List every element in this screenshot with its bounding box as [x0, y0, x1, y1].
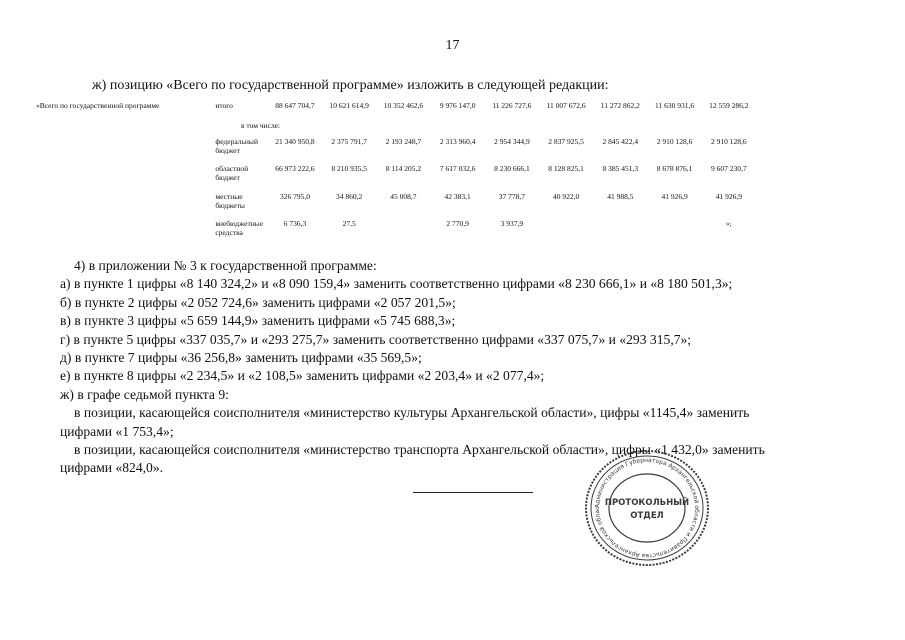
value-cell: 2 375 791,7 [331, 137, 367, 146]
value-cell: 2 910 128,6 [656, 137, 693, 146]
value-cell: 34 860,2 [336, 192, 363, 201]
value-cell: 42 383,1 [444, 192, 471, 201]
stamp-center-line2: ОТДЕЛ [630, 511, 664, 521]
value-cell: 41 926,9 [661, 192, 688, 201]
value-cell: 2 313 960,4 [439, 137, 476, 146]
value-cell: 2 193 248,7 [385, 137, 422, 146]
value-cell: »; [725, 219, 732, 228]
value-cell: 11 630 931,6 [655, 101, 695, 110]
table-row [36, 137, 756, 164]
value-cell: 2 954 344,9 [494, 137, 530, 146]
paragraph-item-g: г) в пункте 5 цифры «337 035,7» и «293 275,7» заменить соответственно цифрами «337 075,7» и «293 315,7»; [60, 331, 692, 347]
table-row [36, 121, 756, 137]
paragraph-transport-ministry: в позиции, касающейся соисполнителя «министерство транспорта Архангельской области», цифры «1 432,0» заменить [74, 442, 765, 458]
value-cell: 66 973 222,6 [275, 164, 315, 173]
value-cell: 8 210 935,5 [331, 164, 367, 173]
value-cell: 9 607 230,7 [711, 164, 747, 173]
stamp-middle-ring [591, 456, 703, 560]
stamp-graphic [582, 447, 712, 569]
paragraph-transport-ministry-cont: цифрами «824,0». [60, 460, 164, 476]
value-cell: 88 647 704,7 [275, 101, 315, 110]
paragraph-item-d: д) в пункте 7 цифры «36 256,8» заменить цифрами «35 569,5»; [60, 350, 422, 366]
program-cell: «Всего по государственной программе [36, 101, 160, 110]
value-cell: 40 922,0 [552, 192, 580, 201]
table-row [36, 192, 756, 219]
value-cell: 8 114 205,2 [385, 164, 422, 173]
stamp-ring-text: Администрация Губернатора Архангельской области и Правительства Архангельской облас [593, 456, 701, 560]
value-cell: 8 678 876,1 [656, 164, 693, 173]
paragraph-item-a: а) в пункте 1 цифры «8 140 324,2» и «8 090 159,4» заменить соответственно цифрами «8 230 666,1» и «8 180 501,3»; [60, 276, 733, 292]
paragraph-culture-ministry: в позиции, касающейся соисполнителя «министерство культуры Архангельской области», цифры «1145,4» заменить [74, 405, 750, 421]
value-cell: 8 385 451,3 [602, 164, 639, 173]
source-cell: федеральный бюджет [215, 137, 258, 155]
value-cell: 10 621 614,9 [329, 101, 369, 110]
source-cell: итого [215, 101, 233, 110]
stamp-center-line1: ПРОТОКОЛЬНЫЙ [604, 498, 690, 508]
paragraph-item-b: б) в пункте 2 цифры «2 052 724,6» заменить цифрами «2 057 201,5»; [60, 294, 456, 310]
value-cell: 8 128 825,1 [548, 164, 584, 173]
value-cell: 2 770,9 [446, 219, 469, 228]
table-row [36, 219, 756, 241]
stamp-inner-ring [609, 474, 685, 542]
value-cell: 37 778,7 [498, 192, 525, 201]
value-cell: 326 795,0 [279, 192, 310, 201]
value-cell: 2 837 925,5 [548, 137, 584, 146]
value-cell: 9 976 147,0 [439, 101, 476, 110]
page-number: 17 [445, 38, 460, 53]
program-table [36, 101, 756, 241]
source-cell: в том числе: [241, 121, 281, 130]
paragraph-item-zh: ж) в графе седьмой пункта 9: [60, 386, 229, 402]
value-cell: 27,5 [342, 219, 356, 228]
paragraph-item-v: в) в пункте 3 цифры «5 659 144,9» заменить цифрами «5 745 688,3»; [60, 313, 456, 329]
paragraph-item-e: е) в пункте 8 цифры «2 234,5» и «2 108,5» заменить цифрами «2 203,4» и «2 077,4»; [60, 368, 545, 384]
value-cell: 11 226 727,6 [492, 101, 532, 110]
value-cell: 41 988,5 [607, 192, 634, 201]
value-cell: 3 937,9 [500, 219, 524, 228]
value-cell: 8 230 666,1 [494, 164, 530, 173]
protocol-department-stamp [582, 447, 712, 569]
value-cell: 6 736,3 [283, 219, 307, 228]
value-cell: 10 352 462,6 [383, 101, 424, 110]
value-cell: 45 008,7 [390, 192, 417, 201]
value-cell: 21 340 950,8 [275, 137, 315, 146]
source-cell: внебюджетные средства [215, 219, 264, 237]
source-cell: местные бюджеты [215, 192, 245, 210]
value-cell: 7 617 032,6 [439, 164, 476, 173]
value-cell: 11 007 672,6 [546, 101, 586, 110]
paragraph-culture-ministry-cont: цифрами «1 753,4»; [60, 423, 174, 439]
stamp-outer-ring [586, 451, 708, 565]
table-row [36, 164, 756, 192]
paragraph-appendix-3: 4) в приложении № 3 к государственной программе: [74, 258, 377, 273]
intro-text: ж) позицию «Всего по государственной программе» изложить в следующей редакции: [92, 78, 609, 93]
value-cell: 2 910 128,6 [711, 137, 747, 146]
value-cell: 12 559 286,2 [709, 101, 749, 110]
closing-divider [413, 492, 533, 493]
value-cell: 41 926,9 [715, 192, 742, 201]
value-cell: 11 272 862,2 [600, 101, 640, 110]
table-row [36, 101, 756, 121]
value-cell: 2 845 422,4 [602, 137, 639, 146]
source-cell: областной бюджет [215, 164, 249, 182]
body-text [60, 257, 800, 478]
